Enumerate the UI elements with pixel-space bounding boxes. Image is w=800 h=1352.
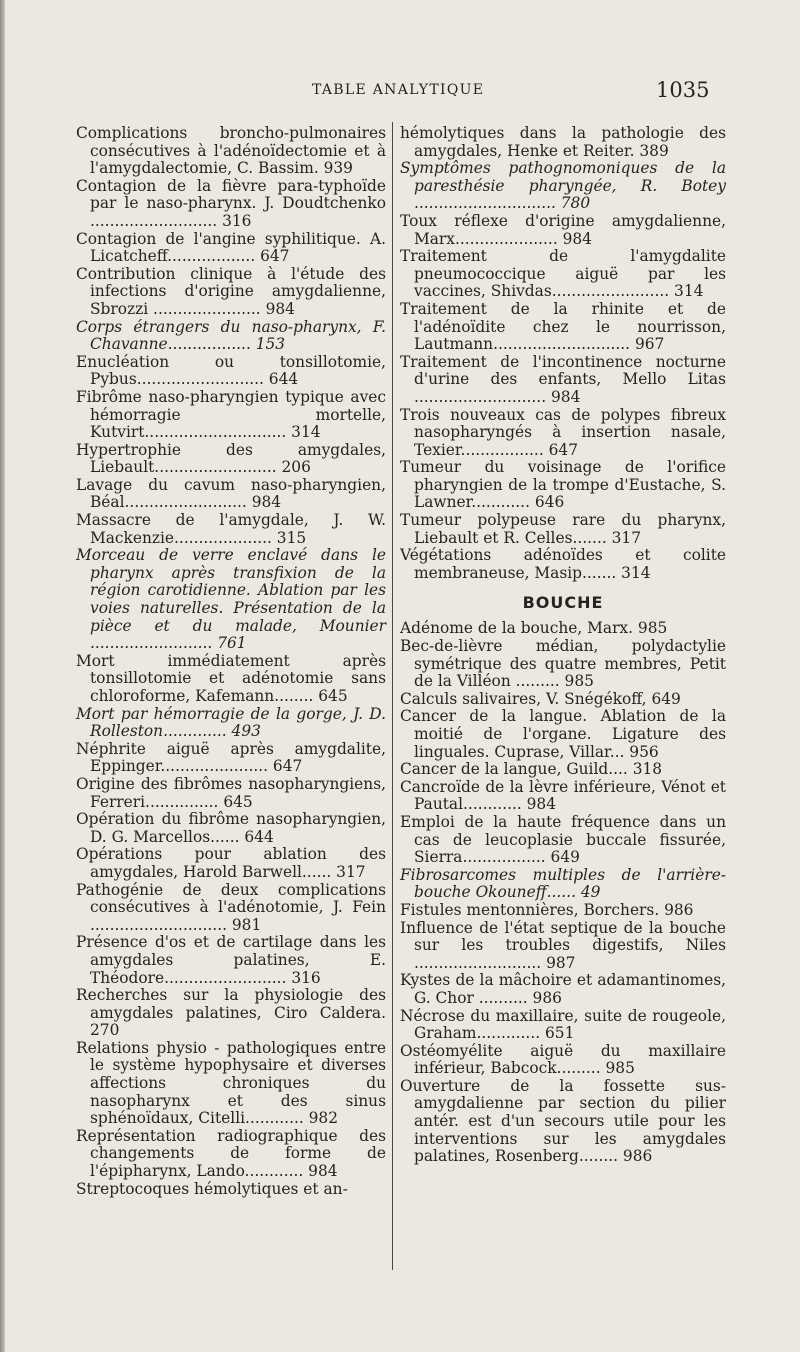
index-entry: Végétations adénoïdes et colite membraneuse, Masip....... 314	[400, 546, 726, 582]
index-entry: Enucléation ou tonsillotomie, Pybus.......................... 644	[76, 352, 386, 389]
index-entry: Tumeur du voisinage de l'orifice pharyngien de la trompe d'Eustache, S. Lawner............ 646	[400, 458, 726, 512]
index-entry: Traitement de la rhinite et de l'adénoïdite chez le nourrisson, Lautmann............................ 967	[400, 299, 726, 354]
index-entry: Massacre de l'amygdale, J. W. Mackenzie.................... 315	[76, 511, 386, 547]
page-header	[0, 78, 800, 108]
index-entry: Contagion de la fièvre para-typhoïde par le naso-pharynx. J. Doudtchenko .......................... 316	[76, 176, 386, 230]
index-entry: Adénome de la bouche, Marx. 985	[400, 619, 668, 638]
index-entry: Représentation radiographique des changements de forme de l'épipharynx, Lando............ 984	[76, 1126, 386, 1181]
index-entry: hémolytiques dans la pathologie des amygdales, Henke et Reiter. 389	[400, 124, 726, 160]
index-entry: Fibrosarcomes multiples de l'arrière-bouche Okouneff...... 49	[400, 865, 726, 902]
index-entry: Recherches sur la physiologie des amygdales palatines, Ciro Caldera. 270	[76, 986, 386, 1040]
index-entry: Relations physio - pathologiques entre le système hypophysaire et diverses affections chroniques du nasopharynx et des sinus sphénoïdaux, Citelli............ 982	[76, 1038, 386, 1128]
index-entry: Traitement de l'incontinence nocturne d'urine des enfants, Mello Litas ........................... 984	[400, 352, 726, 406]
index-entry: Cancer de la langue. Ablation de la moitié de l'organe. Ligature des linguales. Cuprase, Villar... 956	[400, 707, 726, 761]
index-entry: Présence d'os et de cartilage dans les amygdales palatines, E. Théodore......................... 316	[76, 933, 386, 987]
index-entry: Trois nouveaux cas de polypes fibreux nasopharyngés à insertion nasale, Texier................. 647	[400, 405, 726, 459]
index-entry: Tumeur polypeuse rare du pharynx, Liebault et R. Celles....... 317	[400, 511, 726, 547]
index-entry: Mort par hémorragie de la gorge, J. D. Rolleston............. 493	[76, 704, 386, 741]
index-entry: Contribution clinique à l'étude des infections d'origine amygdalienne, Sbrozzi ...................... 984	[76, 264, 386, 318]
index-entry: Contagion de l'angine syphilitique. A. Licatcheff.................. 647	[76, 229, 386, 266]
index-entry: Opérations pour ablation des amygdales, Harold Barwell...... 317	[76, 845, 386, 881]
index-entry: Lavage du cavum naso-pharyngien, Béal......................... 984	[76, 475, 386, 512]
index-entry: Pathogénie de deux complications consécutives à l'adénotomie, J. Fein ............................ 981	[76, 880, 386, 934]
index-entry: Fibrôme naso-pharyngien typique avec hémorragie mortelle, Kutvirt............................. 314	[76, 387, 386, 442]
index-entry: Complications broncho-pulmonaires consécutives à l'adénoïdectomie et à l'amygdalectomie, C. Bassim. 939	[76, 124, 386, 178]
index-entry: Opération du fibrôme nasopharyngien, D. G. Marcellos...... 644	[76, 810, 386, 846]
index-entry: Bec-de-lièvre médian, polydactylie symétrique des quatre membres, Petit de la Villéon ......... 985	[400, 637, 726, 691]
left-column	[76, 125, 386, 1198]
index-entry: Influence de l'état septique de la bouche sur les troubles digestifs, Niles .......................... 987	[400, 918, 726, 972]
index-entry: Symptômes pathognomoniques de la paresthésie pharyngée, R. Botey ............................. 780	[400, 159, 726, 213]
running-title: TABLE ANALYTIQUE	[312, 82, 485, 98]
index-entry: Cancer de la langue, Guild.... 318	[400, 760, 663, 779]
index-entry: Origine des fibrômes nasopharyngiens, Ferreri............... 645	[76, 774, 386, 811]
index-entry: Ouverture de la fossette sus-amygdalienne par section du pilier antér. est d'un secours utile pour les interventions sur les amygdales palatines, Rosenberg........ 986	[400, 1076, 726, 1166]
index-entry: Nécrose du maxillaire, suite de rougeole, Graham............. 651	[400, 1006, 726, 1043]
index-entry: Fistules mentonnières, Borchers. 986	[400, 900, 694, 919]
index-entry: Traitement de l'amygdalite pneumococcique aiguë par les vaccines, Shivdas........................ 314	[400, 247, 726, 301]
right-column	[400, 125, 726, 1166]
page-edge-shadow	[0, 0, 5, 1352]
index-entry: Corps étrangers du naso-pharynx, F. Chavanne................. 153	[76, 317, 386, 354]
index-entry: Kystes de la mâchoire et adamantinomes, G. Chor .......... 986	[400, 971, 726, 1007]
index-entry: Calculs salivaires, V. Snégékoff, 649	[400, 689, 681, 708]
index-entry: Cancroïde de la lèvre inférieure, Vénot et Pautal............ 984	[400, 777, 726, 814]
index-entry: Streptocoques hémolytiques et an-	[76, 1179, 348, 1198]
index-entry: Néphrite aiguë après amygdalite, Eppinger...................... 647	[76, 739, 386, 776]
index-entry: Mort immédiatement après tonsillotomie et adénotomie sans chloroforme, Kafemann........ 645	[76, 651, 386, 705]
index-entry: Ostéomyélite aiguë du maxillaire inférieur, Babcock......... 985	[400, 1041, 726, 1078]
index-entry: Emploi de la haute fréquence dans un cas de leucoplasie buccale fissurée, Sierra................. 649	[400, 812, 726, 867]
index-entry: Morceau de verre enclavé dans le pharynx après transfixion de la région carotidienne. Ablation par les voies naturelles. Présentation de la pièce et du malade, Mounier ......................... 761	[76, 546, 386, 653]
page-number: 1035	[656, 78, 710, 102]
index-entry: Toux réflexe d'origine amygdalienne, Marx..................... 984	[400, 211, 726, 248]
index-entry: Hypertrophie des amygdales, Liebault......................... 206	[76, 440, 386, 477]
section-heading: BOUCHE	[522, 593, 604, 613]
column-divider	[392, 122, 393, 1270]
